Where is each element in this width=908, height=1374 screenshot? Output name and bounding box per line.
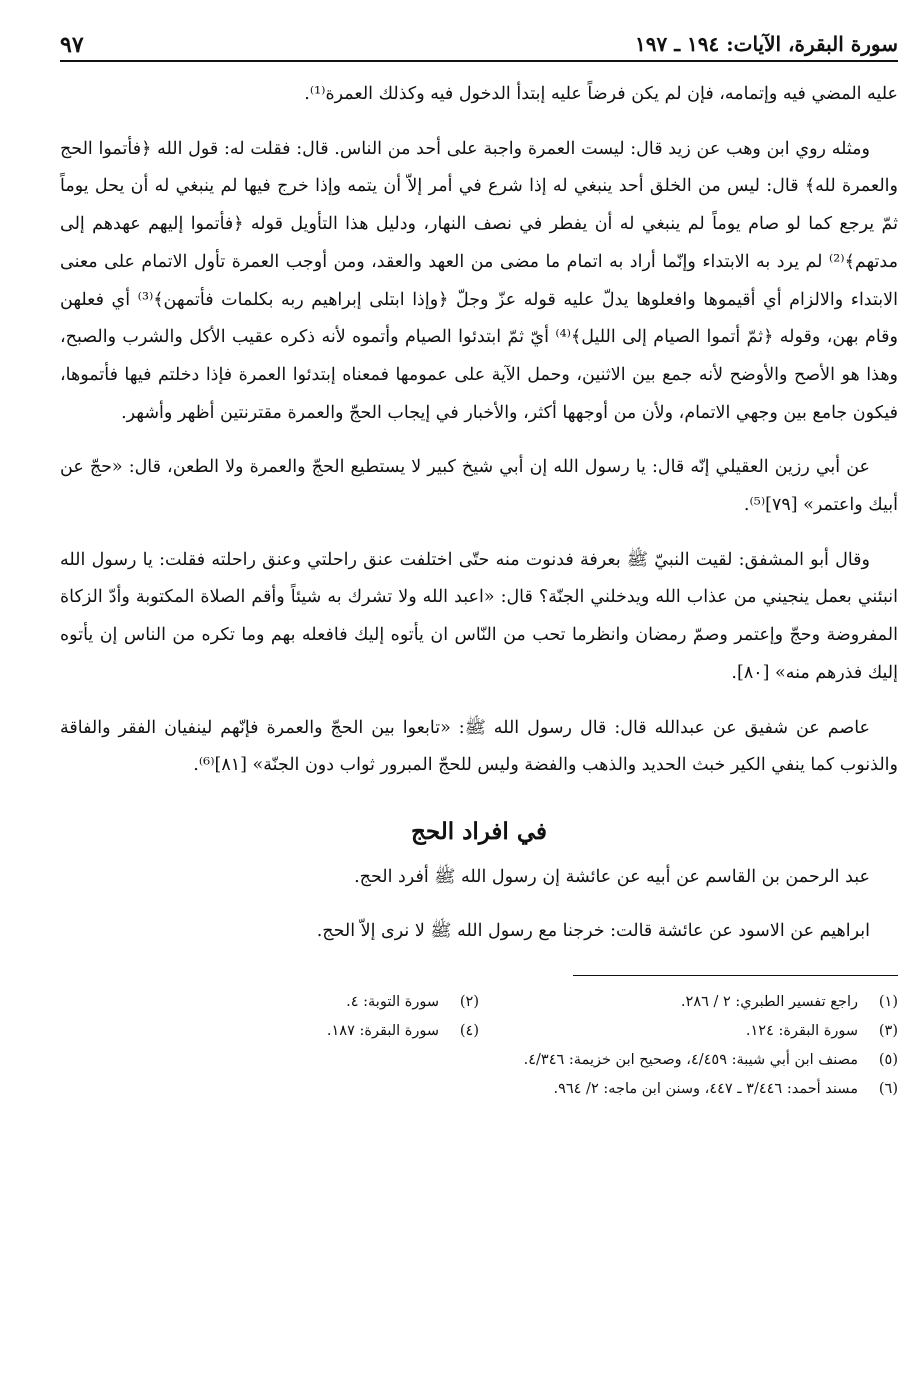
footnote: [60, 1075, 898, 1104]
footnote-text: سورة البقرة: ١٢٤.: [745, 1023, 858, 1040]
footnote-text: سورة التوبة: ٤.: [346, 994, 439, 1011]
paragraph: عن أبي رزين العقيلي إنّه قال: يا رسول الله إن أبي شيخ كبير لا يستطيع الحجّ والعمرة ولا الطعن، قال: «حجّ عن أبيك واعتمر» [٧٩]⁽⁵⁾.: [60, 457, 898, 516]
footnote-text: سورة البقرة: ١٨٧.: [326, 1023, 439, 1040]
paragraph: عبد الرحمن بن القاسم عن أبيه عن عائشة إن رسول الله ﷺ أفرد الحج.: [354, 866, 870, 887]
footnote: [479, 1017, 898, 1046]
paragraph: وقال أبو المشفق: لقيت النبيّ ﷺ بعرفة فدنوت منه حتّى اختلفت عنق راحلتي وعنق راحلته فقلت: يا رسول الله انبئني بعمل ينجيني من عذاب الله ويدخلني الجنّة؟ قال: «اعبد الله ولا تشرك به شيئاً وأقم الصلاة المكتوبة وأدّ الزكاة المفروضة وحجّ وإعتمر وصمّ رمضان وانظرما تحب من النّاس ان يأتوه إليك فافعله بهم وما تكره من الناس إن يأتوه إليك فذرهم منه» [٨٠].: [60, 549, 898, 683]
footnote-row: [60, 1017, 898, 1046]
footnote-number: (١): [878, 994, 898, 1011]
paragraph: ومثله روي ابن وهب عن زيد قال: ليست العمرة واجبة على أحد من الناس. قال: فقلت له: قول الله ﴿فأتموا الحج والعمرة لله﴾ قال: ليس من الخلق أحد ينبغي له إذا شرع في أمر إلاّ أن يتمه وإذا خرج فيها لم ينبغي له أن يحل يوماً ثمّ يرجع كما لو صام يوماً لم ينبغي له أن يفطر في نصف النهار، ودليل هذا التأويل قوله ﴿فأتموا إليهم عهدهم إلى مدتهم﴾⁽²⁾ لم يرد به الابتداء وإنّما أراد به اتمام ما مضى من العهد والعقد، ومن أوجب العمرة تأول الاتمام على معنى الابتداء والالزام أي أقيموها وافعلوها يدلّ عليه قوله عزّ وجلّ ﴿وإذا ابتلى إبراهيم ربه بكلمات فأتمهن﴾⁽³⁾ أي فعلهن وقام بهن، وقوله ﴿ثمّ أتموا الصيام إلى الليل﴾⁽⁴⁾ أيّ ثمّ ابتدئوا الصيام وأتموه لأنه ذكره عقيب الأكل والشرب والصبح، وهذا هو الأصح والأوضح لأنه جمع بين الاثنين، وحمل الآية على عمومها فمعناه إبتدئوا العمرة فإذا دخلتم فيها فأتموها، فيكون جامع بين وجهي الاتمام، ولأن من أوجهها أكثر، والأخبار في إيجاب الحجّ والعمرة مقترنتين أظهر وأشهر.: [60, 138, 898, 423]
footnote-number: (٦): [878, 1081, 898, 1098]
footnotes: [60, 988, 898, 1104]
footnote: [60, 988, 479, 1017]
footnote: [60, 1046, 898, 1075]
footnote-number: (٥): [878, 1052, 898, 1069]
footnote: [60, 1017, 479, 1046]
main-text: [60, 76, 898, 951]
footnote-text: مسند أحمد: ٣/٤٤٦ ـ ٤٤٧، وسنن ابن ماجه: ٢/ ٩٦٤.: [553, 1081, 858, 1098]
paragraph: ابراهيم عن الاسود عن عائشة قالت: خرجنا مع رسول الله ﷺ لا نرى إلاّ الحج.: [316, 921, 870, 942]
paragraph: عاصم عن شفيق عن عبدالله قال: قال رسول الله ﷺ: «تابعوا بين الحجّ والعمرة فإنّهم لينفيان الفقر والفاقة والذنوب كما ينفي الكير خبث الحديد والذهب والفضة وليس للحجّ المبرور ثواب دون الجنّة» [٨١]⁽⁶⁾.: [60, 717, 898, 776]
footnote-number: (٤): [459, 1023, 479, 1040]
running-title: سورة البقرة، الآيات: ١٩٤ ـ ١٩٧: [635, 32, 898, 56]
section-title: في افراد الحج: [411, 817, 547, 845]
page-number: ٩٧: [60, 32, 84, 58]
footnote: [479, 988, 898, 1017]
footnote-number: (٣): [878, 1023, 898, 1040]
footnote-row: [60, 988, 898, 1017]
page: [60, 22, 898, 1104]
page-header: [60, 22, 898, 62]
footnote-text: راجع تفسير الطبري: ٢ / ٢٨٦.: [680, 994, 858, 1011]
footnote-separator: [573, 975, 898, 976]
paragraph: عليه المضي فيه وإتمامه، فإن لم يكن فرضاً عليه إبتدأ الدخول فيه وكذلك العمرة⁽¹⁾.: [304, 84, 898, 104]
footnote-number: (٢): [459, 994, 479, 1011]
footnote-text: مصنف ابن أبي شيبة: ٤/٤٥٩، وصحيح ابن خزيمة: ٤/٣٤٦.: [523, 1052, 858, 1069]
